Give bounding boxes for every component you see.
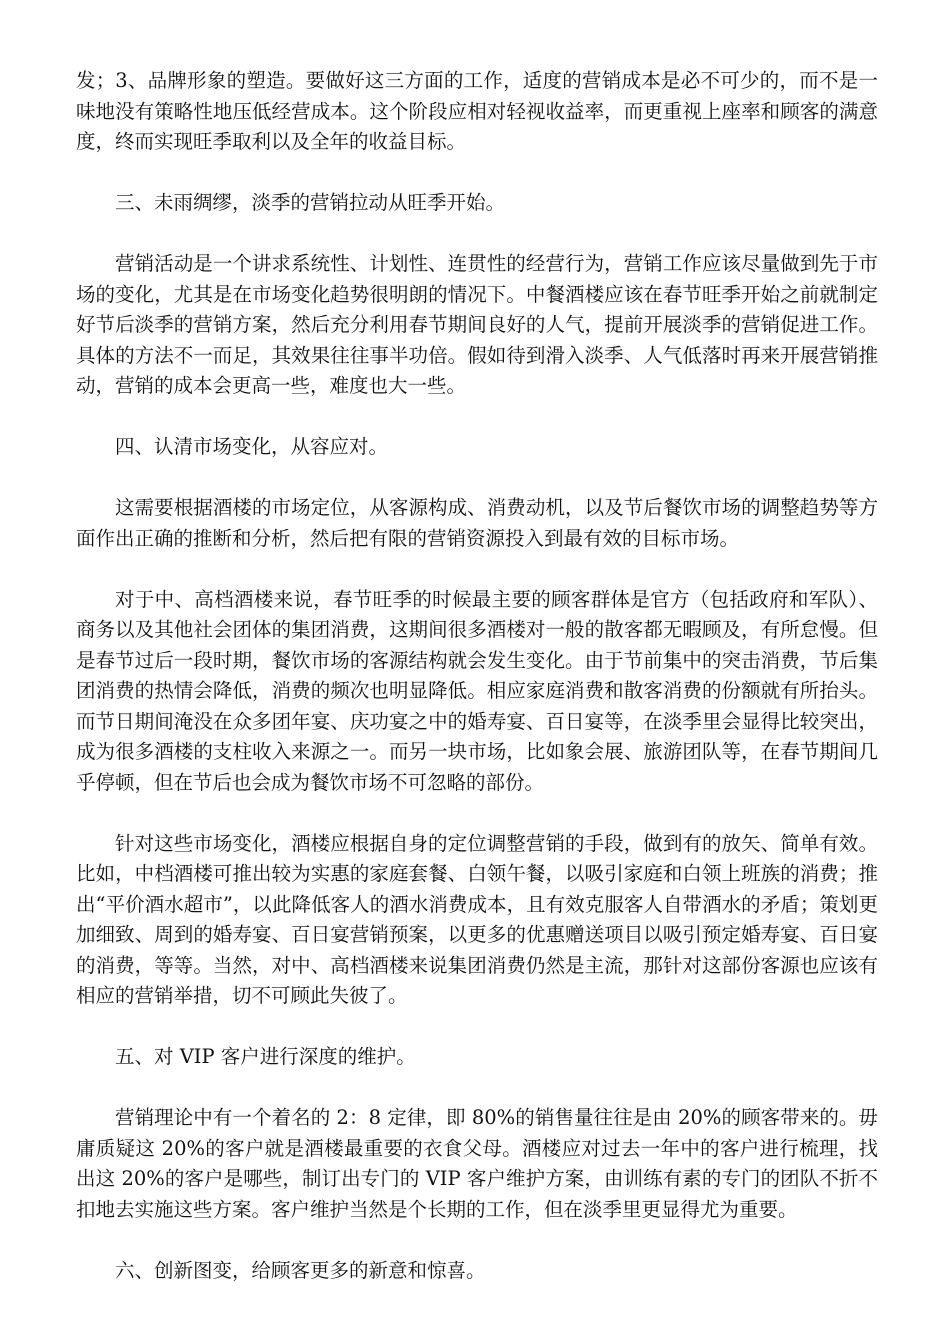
paragraph-market-positioning: 这需要根据酒楼的市场定位，从客源构成、消费动机，以及节后餐饮市场的调整趋势等方面作出正确的推断和分析，然后把有限的营销资源投入到最有效的目标市场。 <box>76 496 878 550</box>
paragraph-vip-maintenance: 营销理论中有一个着名的 2：8 定律，即 80%的销售量往往是由 20%的顾客带来的。毋庸质疑这 20%的客户就是酒楼最重要的衣食父母。酒楼应对过去一年中的客户进行梳理，找出这 20%的客户是哪些，制订出专门的 VIP 客户维护方案，由训练有素的专门的团队不折不扣地去实施这些方案。客户维护当然是个长期的工作，但在淡季里更显得尤为重要。 <box>76 1106 878 1221</box>
section-heading-3: 三、未雨绸缪，淡季的营销拉动从旺季开始。 <box>115 191 506 214</box>
paragraph-marketing-adjustments: 针对这些市场变化，酒楼应根据自身的定位调整营销的手段，做到有的放矢、简单有效。比如，中档酒楼可推出较为实惠的家庭套餐、白领午餐，以吸引家庭和白领上班族的消费；推出“平价酒水超市”，以此降低客人的酒水消费成本，且有效克服客人自带酒水的矛盾；策划更加细致、周到的婚寿宴、百日宴营销预案，以更多的优惠赠送项目以吸引预定婚寿宴、百日宴的消费，等等。当然，对中、高档酒楼来说集团消费仍然是主流，那针对这部份客源也应该有相应的营销举措，切不可顾此失彼了。 <box>76 831 878 1007</box>
section-heading-5: 五、对 VIP 客户进行深度的维护。 <box>115 1045 416 1068</box>
section-heading-6: 六、创新图变，给顾客更多的新意和惊喜。 <box>115 1258 486 1282</box>
paragraph-marketing-planning: 营销活动是一个讲求系统性、计划性、连贯性的经营行为，营销工作应该尽量做到先于市场的变化，尤其是在市场变化趋势很明朗的情况下。中餐酒楼应该在春节旺季开始之前就制定好节后淡季的营销方案，然后充分利用春节期间良好的人气，提前开展淡季的营销促进工作。具体的方法不一而足，其效果往往事半功倍。假如待到滑入淡季、人气低落时再来开展营销推动，营销的成本会更高一些，难度也大一些。 <box>76 252 878 397</box>
paragraph-customer-structure: 对于中、高档酒楼来说，春节旺季的时候最主要的顾客群体是官方（包括政府和军队）、商务以及其他社会团体的集团消费，这期间很多酒楼对一般的散客都无暇顾及，有所怠慢。但是春节过后一段时期，餐饮市场的客源结构就会发生变化。由于节前集中的突击消费，节后集团消费的热情会降低，消费的频次也明显降低。相应家庭消费和散客消费的份额就有所抬头。而节日期间淹没在众多团年宴、庆功宴之中的婚寿宴、百日宴等，在淡季里会显得比较突出，成为很多酒楼的支柱收入来源之一。而另一块市场，比如象会展、旅游团队等，在春节期间几乎停顿，但在节后也会成为餐饮市场不可忽略的部份。 <box>76 587 878 794</box>
section-heading-4: 四、认清市场变化，从容应对。 <box>115 435 389 458</box>
document-page <box>76 66 878 1317</box>
paragraph-continuation: 发；3、品牌形象的塑造。要做好这三方面的工作，适度的营销成本是必不可少的，而不是一味地没有策略性地压低经营成本。这个阶段应相对轻视收益率，而更重视上座率和顾客的满意度，终而实现旺季取利以及全年的收益目标。 <box>76 69 878 153</box>
